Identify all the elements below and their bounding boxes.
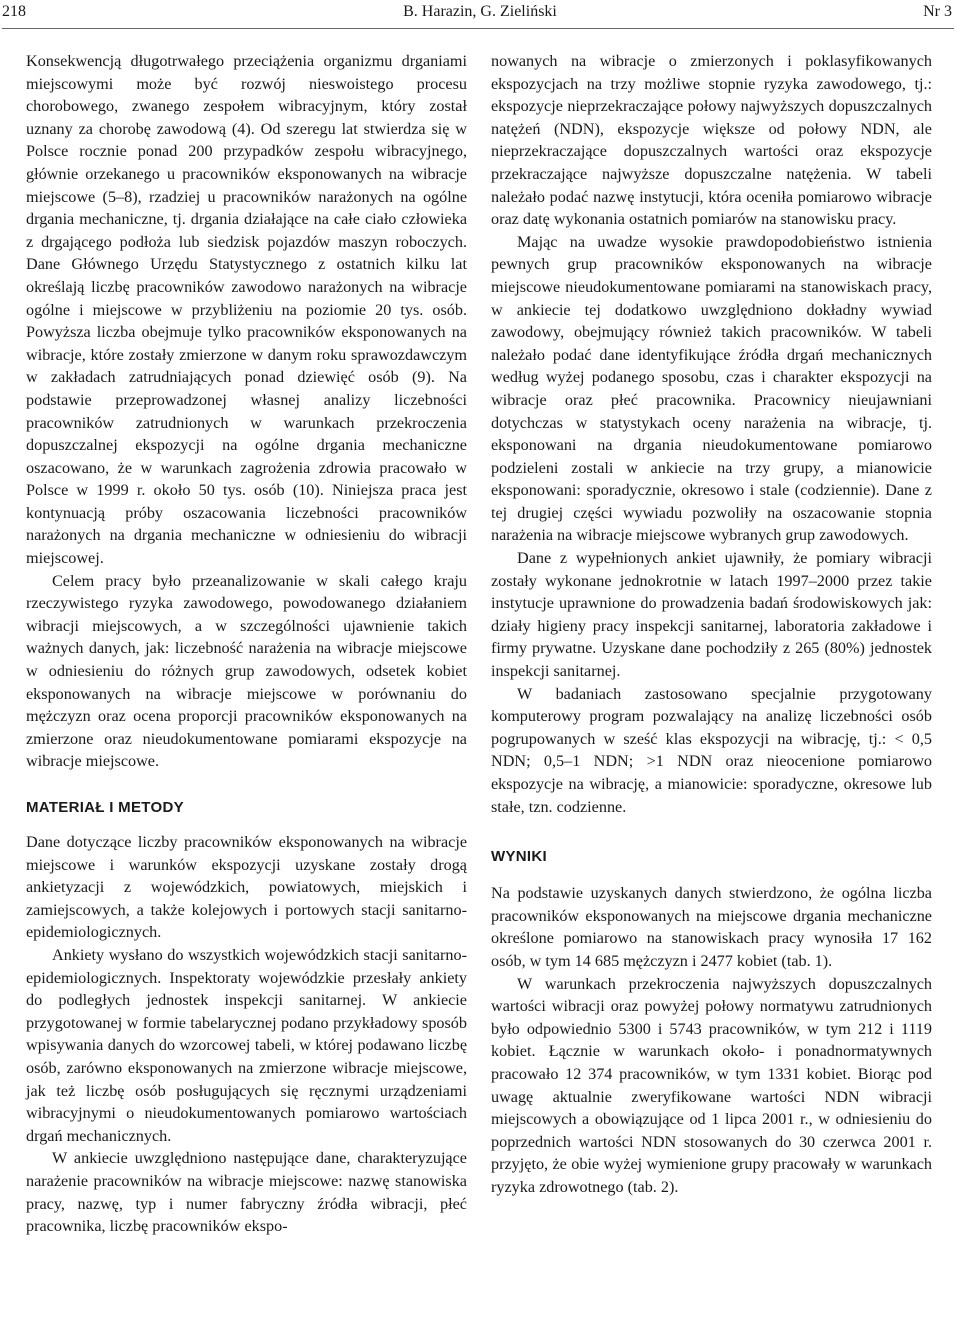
right-column bbox=[491, 50, 932, 1199]
running-head-authors: B. Harazin, G. Zieliński bbox=[403, 3, 557, 20]
paragraph-intro-1: Konsekwencją długotrwałego przeciążenia organizmu drganiami miejscowymi może być rozwój nieswoistego procesu chorobowego, zwanego zespołem wibracyjnym, który został uznany za chorobę zawodową (4). Od szeregu lat stwierdza się w Polsce rocznie ponad 200 przypadków zespołu wibracyjnego, głównie orzekanego u pracowników eksponowanych na wibracje miejscowe (5–8), rzadziej u pracowników narażonych na ogólne drgania mechaniczne, tj. drgania działające na całe ciało człowieka z drgającego podłoża lub siedzisk pojazdów maszyn roboczych. Dane Głównego Urzędu Statystycznego z ostatnich kilku lat określają liczbę pracowników zawodowo narażonych na wibracje ogólne i miejscowe w przybliżeniu na poziomie 20 tys. osób. Powyższa liczba obejmuje tylko pracowników eksponowanych na wibracje, które zostały zmierzone w danym roku sprawozdawczym w zakładach zatrudniających ponad dziewięć osób (9). Na podstawie przeprowadzonej własnej analizy liczebności pracowników zatrudnionych w warunkach przekroczenia dopuszczalnej ekspozycji na ogólne drgania mechaniczne oszacowano, że w warunkach zagrożenia zdrowia pracowało w Polsce w 1999 r. około 50 tys. osób (10). Niniejsza praca jest kontynuacją próby oszacowania liczebności pracowników narażonych na drgania mechaniczne w odniesieniu do wibracji miejscowej. bbox=[26, 52, 467, 568]
section-heading-methods: MATERIAŁ I METODY bbox=[26, 799, 184, 816]
paragraph-methods-cont: nowanych na wibracje o zmierzonych i poklasyfikowanych ekspozycjach na trzy możliwe stopnie ryzyka zawodowego, tj.: ekspozycje nieprzekraczające połowy najwyższych dopuszczalnych natężeń (NDN), ekspozycje większe od połowy NDN, ale nieprzekraczające dopuszczalnych wartości oraz ekspozycje przekraczające najwyższe dopuszczalne natężenia. W tabeli należało podać nazwę instytucji, która oceniła pomiarowo wibracje oraz datę wykonania ostatnich pomiarów na stanowisku pracy. bbox=[491, 52, 932, 229]
paragraph-results-1: Na podstawie uzyskanych danych stwierdzono, że ogólna liczba pracowników eksponowanych na miejscowe drgania mechaniczne określone pomiarowo na stanowiskach pracy wynosiła 17 162 osób, w tym 14 685 mężczyzn i 2477 kobiet (tab. 1). bbox=[491, 884, 932, 970]
paragraph-results-2: W warunkach przekroczenia najwyższych dopuszczalnych wartości wibracji oraz powyżej połowy normatywu zatrudnionych było odpowiednio 5300 i 5743 pracowników, w tym 212 i 1119 kobiet. Łącznie w warunkach około- i ponadnormatywnych pracowało 12 374 pracowników, w tym 1331 kobiet. Biorąc pod uwagę aktualnie zweryfikowane wartości NDN wibracji miejscowych a obowiązujące od 1 lipca 2001 r., w odniesieniu do poprzednich wartości NDN stosowanych do 30 czerwca 2001 r. przyjęto, że obie wyżej wymienione grupy pracowały w warunkach ryzyka zdrowotnego (tab. 2). bbox=[491, 974, 932, 1196]
running-head bbox=[0, 0, 960, 28]
section-heading-results: WYNIKI bbox=[491, 848, 547, 866]
paragraph-methods-2: Ankiety wysłano do wszystkich wojewódzkich stacji sanitarno-epidemiologicznych. Inspektoraty wojewódzkie przesłały ankiety do podległych jednostek inspekcji sanitarnej. W ankiecie przygotowanej w formie tabelarycznej podano przykładowy sposób wpisywania danych do wzorcowej tabeli, w której podawano liczbę osób, zarówno eksponowanych na zmierzone wibracje miejscowe, jak też liczbę osób posługujących się ręcznymi urządzeniami wibracyjnymi o nieudokumentowanych pomiarowo wartościach drgań mechanicznych. bbox=[26, 945, 467, 1145]
header-rule bbox=[2, 28, 954, 29]
paragraph-methods-1: Dane dotyczące liczby pracowników eksponowanych na wibracje miejscowe i warunków ekspozycji uzyskane zostały drogą ankietyzacji z wojewódzkich, powiatowych, miejskich i zamiejscowych, a także kolejowych i portowych stacji sanitarno-epidemiologicznych. bbox=[26, 833, 467, 942]
left-column bbox=[26, 50, 467, 1238]
issue-number: Nr 3 bbox=[923, 3, 952, 20]
paragraph-methods-3: W ankiecie uwzględniono następujące dane, charakteryzujące narażenie pracowników na wibracje miejscowe: nazwę stanowiska pracy, nazwę, typ i numer fabryczny źródła wibracji, płeć pracownika, liczbę pracowników ekspo- bbox=[26, 1149, 467, 1236]
paragraph-intro-2: Celem pracy było przeanalizowanie w skali całego kraju rzeczywistego ryzyka zawodowego, powodowanego działaniem wibracji miejscowych, a w szczególności ujawnienie takich ważnych danych, jak: liczebność narażenia na wibracje miejscowe w odniesieniu do różnych grup zawodowych, odsetek kobiet eksponowanych na wibracje miejscowe w porównaniu do mężczyzn oraz ocena proporcji pracowników eksponowanych na zmierzone oraz nieudokumentowane pomiarami ekspozycje na wibracje miejscowe. bbox=[26, 571, 467, 771]
paragraph-methods-5: Dane z wypełnionych ankiet ujawniły, że pomiary wibracji zostały wykonane jednokrotnie w latach 1997–2000 przez takie instytucje uprawnione do prowadzenia badań środowiskowych jak: działy higieny pracy inspekcji sanitarnej, laboratoria zakładowe i firmy prywatne. Uzyskane dane pochodziły z 265 (80%) jednostek inspekcji sanitarnej. bbox=[491, 549, 932, 681]
paragraph-methods-4: Mając na uwadze wysokie prawdopodobieństwo istnienia pewnych grup pracowników eksponowanych na wibracje miejscowe nieudokumentowane pomiarami na stanowiskach pracy, w ankiecie tej dodatkowo uwzględniono dokładny wywiad zawodowy, obejmujący również takich pracowników. W tabeli należało podać dane identyfikujące źródła drgań mechanicznych według wyżej podanego sposobu, czas i charakter ekspozycji na wibracje oraz płeć pracownika. Pracownicy nieujawniani dotychczas w statystykach oceny narażenia na wibracje, tj. eksponowani na drgania nieudokumentowane pomiarowo podzieleni zostali w ankiecie na trzy grupy, a mianowicie eksponowani: sporadycznie, okresowo i stale (codziennie). Dane z tej drugiej części wywiadu pozwoliły na oszacowanie stopnia narażenia na wibracje miejscowe wybranych grup zawodowych. bbox=[491, 232, 932, 545]
paragraph-methods-6: W badaniach zastosowano specjalnie przygotowany komputerowy program pozwalający na analizę liczebności osób pogrupowanych w sześć klas ekspozycji na wibrację, tj.: < 0,5 NDN; 0,5–1 NDN; >1 NDN oraz nieocenione pomiarowo ekspozycje na wibrację, a mianowicie: sporadyczne, okresowe lub stałe, tzn. codzienne. bbox=[491, 684, 932, 816]
page-number: 218 bbox=[2, 3, 26, 20]
